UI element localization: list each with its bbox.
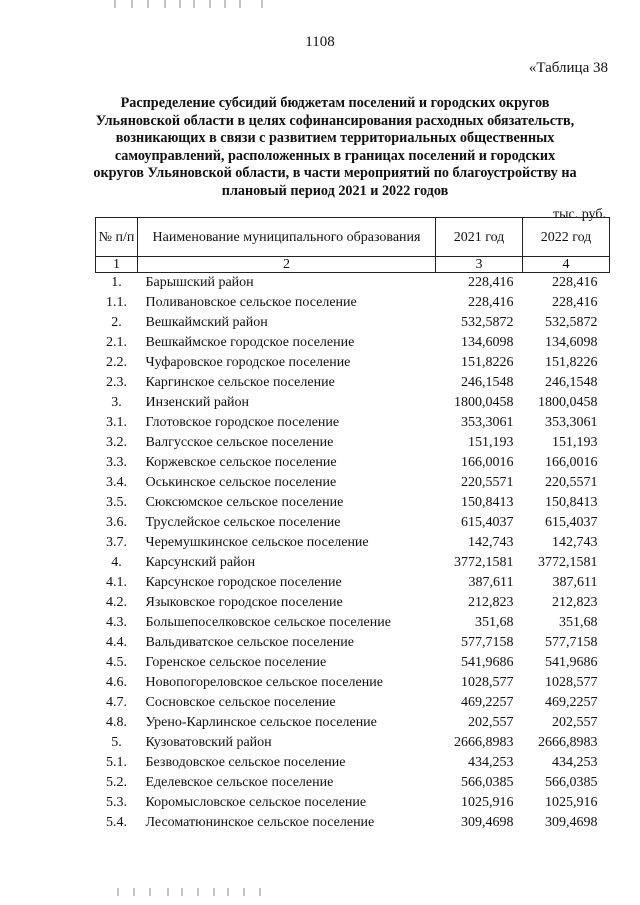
row-name: Коромысловское сельское поселение [145, 795, 367, 810]
scan-marks-top [110, 0, 270, 10]
row-name: Кузоватовский район [145, 735, 272, 750]
row-number: 1.1. [106, 295, 127, 310]
table-reference: «Таблица 38 [528, 60, 608, 76]
row-value-2021: 3772,1581 [454, 555, 514, 570]
row-value-2022: 1025,916 [545, 795, 598, 810]
table-row [96, 473, 610, 493]
row-name: Лесоматюнинское сельское поселение [145, 815, 375, 830]
row-number: 3.5. [106, 495, 127, 510]
table-row [96, 713, 610, 733]
row-name: Коржевское сельское поселение [145, 455, 337, 470]
row-number: 2.2. [106, 355, 127, 370]
row-number: 4.8. [106, 715, 127, 730]
row-value-2021: 202,557 [468, 715, 514, 730]
row-value-2022: 387,611 [552, 575, 598, 590]
row-number: 5.4. [106, 815, 127, 830]
row-value-2022: 351,68 [559, 615, 598, 630]
header-name: Наименование муниципального образования [138, 218, 436, 257]
row-number: 4.5. [106, 655, 127, 670]
row-value-2021: 151,193 [468, 435, 514, 450]
row-name: Сосновское сельское поселение [145, 695, 336, 710]
row-value-2021: 166,0016 [461, 455, 514, 470]
row-number: 5. [111, 735, 122, 750]
row-name: Сюксюмское сельское поселение [145, 495, 344, 510]
row-number: 5.1. [106, 755, 127, 770]
row-value-2021: 566,0385 [461, 775, 514, 790]
row-name: Безводовское сельское поселение [145, 755, 346, 770]
row-value-2022: 151,193 [552, 435, 598, 450]
row-number: 3.2. [106, 435, 127, 450]
row-value-2022: 566,0385 [545, 775, 598, 790]
row-value-2022: 1800,0458 [538, 395, 598, 410]
row-number: 4.2. [106, 595, 127, 610]
row-number: 3.6. [106, 515, 127, 530]
col-number-4: 4 [523, 257, 610, 273]
col-number-3: 3 [436, 257, 523, 273]
row-value-2022: 309,4698 [545, 815, 598, 830]
table-row [96, 353, 610, 373]
row-number: 5.2. [106, 775, 127, 790]
row-value-2022: 434,253 [552, 755, 598, 770]
row-value-2022: 577,7158 [545, 635, 598, 650]
row-value-2021: 353,3061 [461, 415, 514, 430]
row-name: Труслейское сельское поселение [145, 515, 341, 530]
table-row [96, 613, 610, 633]
row-name: Каргинское сельское поселение [145, 375, 335, 390]
row-number: 3.4. [106, 475, 127, 490]
row-name: Урено-Карлинское сельское поселение [145, 715, 377, 730]
row-value-2021: 151,8226 [461, 355, 514, 370]
col-number-1: 1 [96, 257, 138, 273]
row-number: 4. [111, 555, 122, 570]
row-value-2022: 212,823 [552, 595, 598, 610]
row-value-2021: 142,743 [468, 535, 514, 550]
table-row [96, 313, 610, 333]
row-name: Еделевское сельское поселение [145, 775, 334, 790]
table-row [96, 633, 610, 653]
row-value-2021: 1025,916 [461, 795, 514, 810]
row-value-2022: 353,3061 [545, 415, 598, 430]
table-row [96, 533, 610, 553]
header-2022: 2022 год [523, 218, 610, 257]
table-row [96, 413, 610, 433]
table-row [96, 493, 610, 513]
row-number: 3.3. [106, 455, 127, 470]
row-name: Оськинское сельское поселение [145, 475, 337, 490]
row-value-2021: 1028,577 [461, 675, 514, 690]
row-name: Глотовское городское поселение [145, 415, 340, 430]
row-value-2022: 615,4037 [545, 515, 598, 530]
table-row [96, 553, 610, 573]
row-value-2022: 469,2257 [545, 695, 598, 710]
row-value-2022: 151,8226 [545, 355, 598, 370]
row-name: Горенское сельское поселение [145, 655, 327, 670]
row-value-2022: 202,557 [552, 715, 598, 730]
row-value-2021: 615,4037 [461, 515, 514, 530]
row-number: 4.3. [106, 615, 127, 630]
row-name: Чуфаровское городское поселение [145, 355, 351, 370]
table-row [96, 513, 610, 533]
header-num: № п/п [96, 218, 138, 257]
row-value-2022: 142,743 [552, 535, 598, 550]
row-value-2021: 541,9686 [461, 655, 514, 670]
table-row [96, 593, 610, 613]
row-value-2022: 228,416 [552, 275, 598, 290]
table-row [96, 453, 610, 473]
table-row [96, 293, 610, 313]
row-number: 5.3. [106, 795, 127, 810]
row-value-2021: 387,611 [468, 575, 514, 590]
scan-marks-bottom [110, 886, 270, 896]
row-value-2021: 134,6098 [461, 335, 514, 350]
row-name: Валгусское сельское поселение [145, 435, 334, 450]
row-number: 2.1. [106, 335, 127, 350]
table-row [96, 333, 610, 353]
row-number: 4.6. [106, 675, 127, 690]
row-value-2021: 577,7158 [461, 635, 514, 650]
table-row [96, 653, 610, 673]
row-number: 4.7. [106, 695, 127, 710]
row-name: Карсунский район [145, 555, 256, 570]
row-value-2021: 532,5872 [461, 315, 514, 330]
table-row [96, 273, 610, 294]
table-title: Распределение субсидий бюджетам поселений и городских округов Ульяновской области в целях софинансирования расходных обязательств, возникающих в связи с развитием территориальных общественных самоуправлений, расположенных в границах поселений и городских округов Ульяновской области, в части мероприятий по благоустройству на плановый период 2021 и 2022 годов [93, 95, 577, 199]
row-number: 3.7. [106, 535, 127, 550]
row-name: Карсунское городское поселение [145, 575, 342, 590]
row-number: 4.4. [106, 635, 127, 650]
row-number: 2.3. [106, 375, 127, 390]
row-value-2022: 532,5872 [545, 315, 598, 330]
row-name: Вешкаймское городское поселение [145, 335, 355, 350]
table-row [96, 793, 610, 813]
row-value-2022: 150,8413 [545, 495, 598, 510]
table-row [96, 393, 610, 413]
row-value-2021: 1800,0458 [454, 395, 514, 410]
row-name: Большепоселковское сельское поселение [145, 615, 391, 630]
row-value-2021: 309,4698 [461, 815, 514, 830]
row-number: 3.1. [106, 415, 127, 430]
table-row [96, 753, 610, 773]
row-value-2022: 3772,1581 [538, 555, 598, 570]
table-row [96, 373, 610, 393]
row-value-2021: 469,2257 [461, 695, 514, 710]
subsidy-table [95, 217, 610, 833]
table-body [96, 273, 610, 834]
table-row [96, 813, 610, 833]
row-name: Вальдиватское сельское поселение [145, 635, 354, 650]
unit-label: тыс. руб. [553, 207, 606, 222]
row-value-2021: 212,823 [468, 595, 514, 610]
row-value-2021: 434,253 [468, 755, 514, 770]
row-value-2021: 228,416 [468, 295, 514, 310]
row-value-2021: 351,68 [475, 615, 514, 630]
row-name: Инзенский район [145, 395, 250, 410]
col-number-2: 2 [138, 257, 436, 273]
row-value-2022: 134,6098 [545, 335, 598, 350]
table-row [96, 433, 610, 453]
row-value-2021: 150,8413 [461, 495, 514, 510]
row-value-2022: 228,416 [552, 295, 598, 310]
row-name: Черемушкинское сельское поселение [145, 535, 369, 550]
row-value-2022: 2666,8983 [538, 735, 598, 750]
row-name: Поливановское сельское поселение [145, 295, 357, 310]
row-value-2022: 220,5571 [545, 475, 598, 490]
row-number: 3. [111, 395, 122, 410]
table-row [96, 693, 610, 713]
table-row [96, 573, 610, 593]
table-row [96, 733, 610, 753]
row-number: 1. [111, 275, 122, 290]
row-name: Языковское городское поселение [145, 595, 343, 610]
row-number: 4.1. [106, 575, 127, 590]
row-value-2022: 166,0016 [545, 455, 598, 470]
row-name: Новопогореловское сельское поселение [145, 675, 383, 690]
row-value-2021: 2666,8983 [454, 735, 514, 750]
row-value-2021: 220,5571 [461, 475, 514, 490]
row-number: 2. [111, 315, 122, 330]
row-value-2022: 541,9686 [545, 655, 598, 670]
row-name: Барышский район [145, 275, 254, 290]
row-name: Вешкаймский район [145, 315, 268, 330]
header-2021: 2021 год [436, 218, 523, 257]
table-row [96, 773, 610, 793]
row-value-2022: 1028,577 [545, 675, 598, 690]
page-number: 1108 [305, 34, 335, 50]
table-row [96, 673, 610, 693]
row-value-2022: 246,1548 [545, 375, 598, 390]
row-value-2021: 228,416 [468, 275, 514, 290]
row-value-2021: 246,1548 [461, 375, 514, 390]
